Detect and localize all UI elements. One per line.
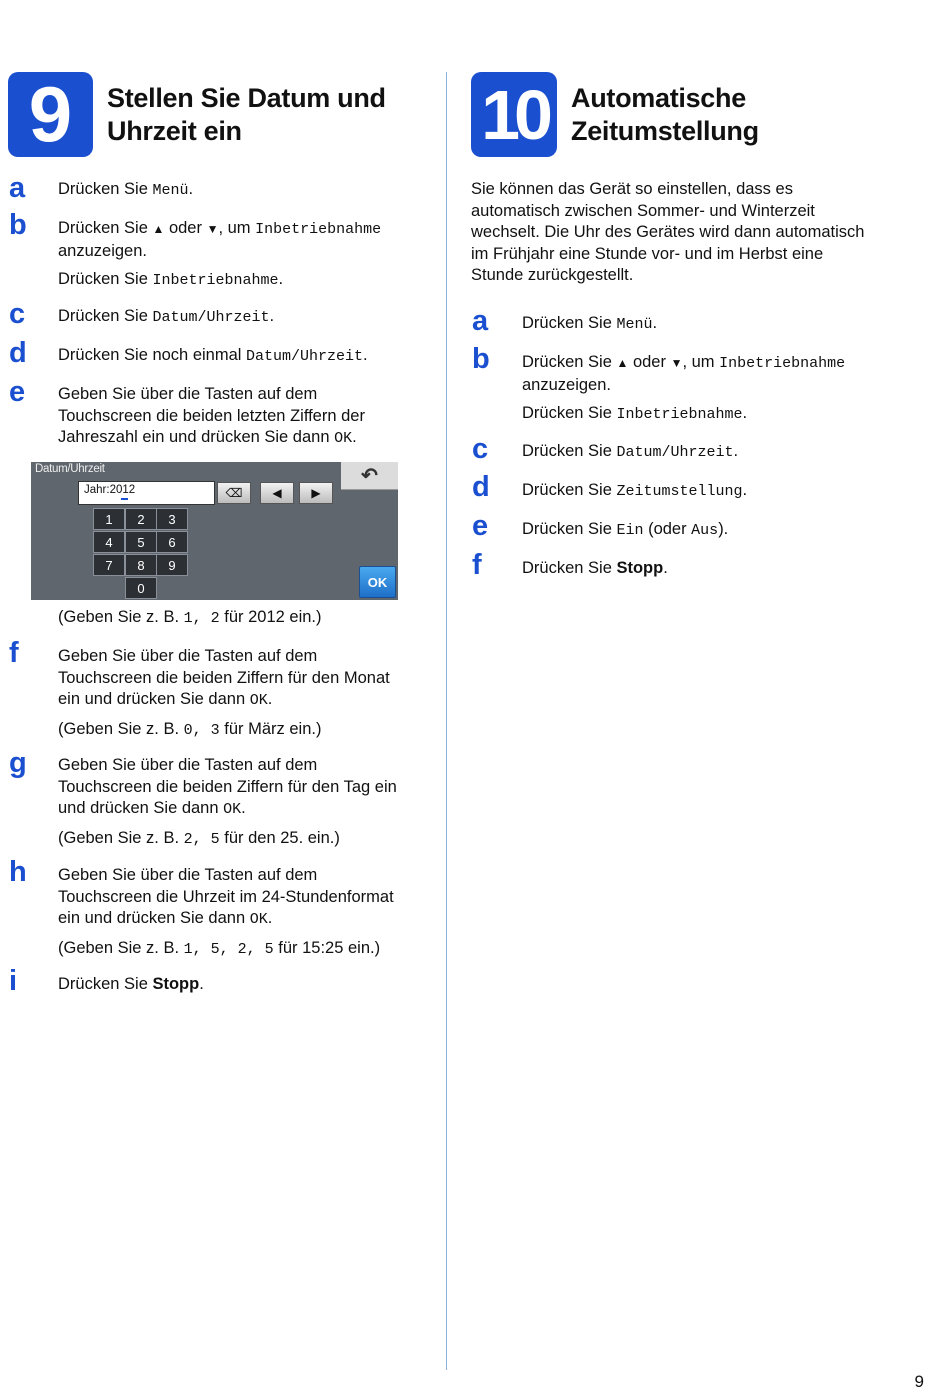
cursor-right-button[interactable] <box>299 482 333 504</box>
step-letter: d <box>9 337 27 369</box>
step-a-text: Drücken Sie Menü. <box>58 180 194 199</box>
step-d-text: Drücken Sie noch einmal Datum/Uhrzeit. <box>58 346 368 365</box>
backspace-button[interactable] <box>217 482 251 504</box>
key-9[interactable]: 9 <box>156 554 188 576</box>
key-0[interactable]: 0 <box>125 577 157 599</box>
text-cursor <box>121 498 128 500</box>
step-letter: b <box>9 209 27 241</box>
step-letter: f <box>9 637 19 669</box>
step-i-text: Drücken Sie Stopp. <box>58 975 204 993</box>
step-a-text: Drücken Sie Menü. <box>522 314 658 333</box>
backspace-icon: ⌫ <box>225 486 243 500</box>
step-f-text: Drücken Sie Stopp. <box>522 559 668 577</box>
key-3[interactable]: 3 <box>156 508 188 530</box>
lcd-title: Datum/Uhrzeit <box>35 463 105 475</box>
key-7[interactable]: 7 <box>93 554 125 576</box>
column-divider <box>446 72 447 1370</box>
arrow-right-icon: ▶ <box>311 486 321 500</box>
step-letter: g <box>9 747 27 779</box>
step-d-text: Drücken Sie Zeitumstellung. <box>522 481 748 500</box>
step-letter: f <box>472 549 482 581</box>
ok-button[interactable]: OK <box>359 566 396 598</box>
key-2[interactable]: 2 <box>125 508 157 530</box>
section-title: Automatische Zeitumstellung <box>571 83 759 146</box>
step-b-text: Drücken Sie ▲ oder ▼, um Inbetriebnahme anzuzeigen. Drücken Sie Inbetriebnahme. <box>522 353 846 423</box>
step-number-badge: 10 <box>471 72 557 157</box>
touchscreen-illustration <box>31 462 398 600</box>
section-title: Stellen Sie Datum und Uhrzeit ein <box>107 83 386 146</box>
year-input-field[interactable]: Jahr:2012 <box>78 481 215 505</box>
step-letter: h <box>9 856 27 888</box>
page-number: 9 <box>914 1372 924 1391</box>
back-button[interactable] <box>341 462 398 490</box>
intro-paragraph: Sie können das Gerät so einstellen, dass es automatisch zwischen Sommer- und Winterzeit wechselt. Die Uhr des Gerätes wird dann automatisch im Frühjahr eine Stunde vor- und im Herbst eine Stunde zurückgestellt. <box>471 180 865 284</box>
step-letter: i <box>9 965 18 997</box>
step-g-text: Geben Sie über die Tasten auf dem Touchscreen die beiden Ziffern für den Tag ein und drücken Sie dann OK. (Geben Sie z. B. 2, 5 für den 25. ein.) <box>58 756 397 848</box>
step-letter: e <box>472 510 489 542</box>
step-e-text: Geben Sie über die Tasten auf dem Touchscreen die beiden letzten Ziffern der Jahreszahl ein und drücken Sie dann OK. <box>58 385 365 447</box>
step-letter: a <box>472 305 489 337</box>
step-letter: e <box>9 376 26 408</box>
step-c-text: Drücken Sie Datum/Uhrzeit. <box>522 442 739 461</box>
step-e-note: (Geben Sie z. B. 1, 2 für 2012 ein.) <box>58 608 322 627</box>
step-letter: b <box>472 343 490 375</box>
key-8[interactable]: 8 <box>125 554 157 576</box>
step-e-text: Drücken Sie Ein (oder Aus). <box>522 520 729 539</box>
key-5[interactable]: 5 <box>125 531 157 553</box>
step-c-text: Drücken Sie Datum/Uhrzeit. <box>58 307 275 326</box>
step-letter: d <box>472 471 490 503</box>
step-letter: c <box>472 433 489 465</box>
step-f-text: Geben Sie über die Tasten auf dem Touchscreen die beiden Ziffern für den Monat ein und drücken Sie dann OK. (Geben Sie z. B. 0, 3 für März ein.) <box>58 647 390 739</box>
cursor-left-button[interactable] <box>260 482 294 504</box>
key-1[interactable]: 1 <box>93 508 125 530</box>
back-arrow-icon: ↶ <box>361 465 378 487</box>
key-6[interactable]: 6 <box>156 531 188 553</box>
arrow-left-icon: ◀ <box>272 486 282 500</box>
step-b-text: Drücken Sie ▲ oder ▼, um Inbetriebnahme anzuzeigen. Drücken Sie Inbetriebnahme. <box>58 219 382 289</box>
step-letter: a <box>9 172 26 204</box>
step-letter: c <box>9 298 26 330</box>
step-h-text: Geben Sie über die Tasten auf dem Touchscreen die Uhrzeit im 24-Stundenformat ein und drücken Sie dann OK. (Geben Sie z. B. 1, 5, 2, 5 für 15:25 ein.) <box>58 866 394 958</box>
key-4[interactable]: 4 <box>93 531 125 553</box>
step-number-badge: 9 <box>8 72 93 157</box>
